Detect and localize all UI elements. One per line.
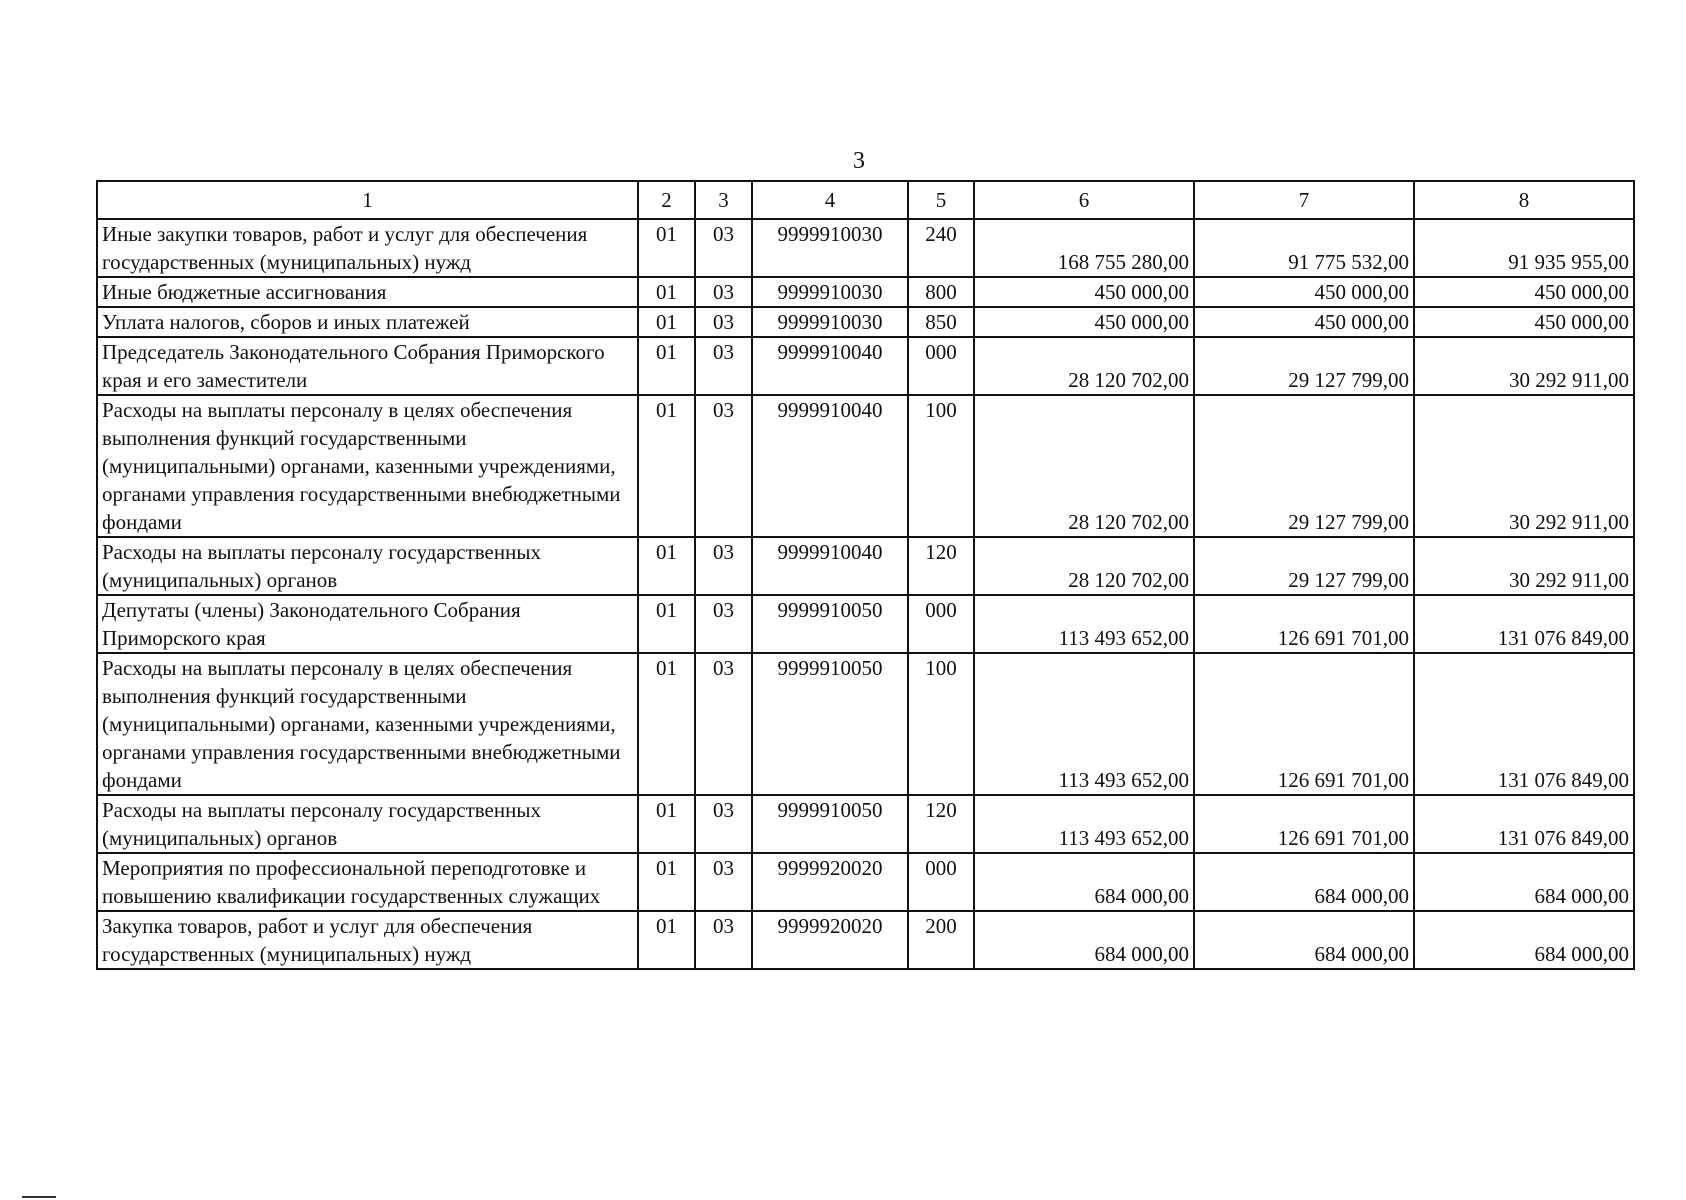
header-cell-1: 1 [97,181,638,219]
section-code-cell: 01 [638,911,695,969]
subsection-code-cell: 03 [695,911,752,969]
expense-type-cell: 000 [908,595,974,653]
amount-col8-cell: 450 000,00 [1414,307,1634,337]
section-code-cell: 01 [638,337,695,395]
amount-col7-cell: 126 691 701,00 [1194,595,1414,653]
amount-col6-cell: 168 755 280,00 [974,219,1194,277]
amount-col6-cell: 113 493 652,00 [974,595,1194,653]
scan-edge-mark [22,1196,56,1198]
expense-name-cell: Расходы на выплаты персоналу в целях обеспечения выполнения функций государственными (муниципальными) органами, казенными учреждениями, органами управления государственными внебюджетными фондами [97,653,638,795]
header-cell-4: 4 [752,181,908,219]
amount-col8-cell: 684 000,00 [1414,853,1634,911]
amount-col6-cell: 450 000,00 [974,277,1194,307]
header-cell-7: 7 [1194,181,1414,219]
table-row [97,337,1634,395]
table-row [97,595,1634,653]
expense-name-cell: Председатель Законодательного Собрания Приморского края и его заместители [97,337,638,395]
amount-col7-cell: 29 127 799,00 [1194,537,1414,595]
target-article-cell: 9999910040 [752,395,908,537]
header-cell-5: 5 [908,181,974,219]
expense-name-cell: Иные бюджетные ассигнования [97,277,638,307]
target-article-cell: 9999910030 [752,219,908,277]
amount-col8-cell: 450 000,00 [1414,277,1634,307]
target-article-cell: 9999920020 [752,853,908,911]
target-article-cell: 9999920020 [752,911,908,969]
target-article-cell: 9999910030 [752,277,908,307]
subsection-code-cell: 03 [695,307,752,337]
amount-col7-cell: 126 691 701,00 [1194,653,1414,795]
expense-name-cell: Депутаты (члены) Законодательного Собрания Приморского края [97,595,638,653]
amount-col7-cell: 126 691 701,00 [1194,795,1414,853]
amount-col7-cell: 684 000,00 [1194,853,1414,911]
amount-col8-cell: 131 076 849,00 [1414,595,1634,653]
amount-col7-cell: 450 000,00 [1194,307,1414,337]
subsection-code-cell: 03 [695,595,752,653]
amount-col8-cell: 30 292 911,00 [1414,395,1634,537]
target-article-cell: 9999910040 [752,537,908,595]
expense-type-cell: 240 [908,219,974,277]
subsection-code-cell: 03 [695,337,752,395]
table-row [97,537,1634,595]
amount-col6-cell: 28 120 702,00 [974,395,1194,537]
amount-col7-cell: 450 000,00 [1194,277,1414,307]
amount-col8-cell: 131 076 849,00 [1414,653,1634,795]
amount-col8-cell: 91 935 955,00 [1414,219,1634,277]
table-row [97,911,1634,969]
subsection-code-cell: 03 [695,795,752,853]
expense-type-cell: 000 [908,853,974,911]
amount-col8-cell: 684 000,00 [1414,911,1634,969]
subsection-code-cell: 03 [695,853,752,911]
expense-name-cell: Расходы на выплаты персоналу государственных (муниципальных) органов [97,537,638,595]
amount-col6-cell: 28 120 702,00 [974,537,1194,595]
header-row [97,181,1634,219]
target-article-cell: 9999910030 [752,307,908,337]
section-code-cell: 01 [638,277,695,307]
subsection-code-cell: 03 [695,219,752,277]
amount-col6-cell: 684 000,00 [974,911,1194,969]
target-article-cell: 9999910050 [752,653,908,795]
expense-type-cell: 100 [908,395,974,537]
header-cell-6: 6 [974,181,1194,219]
section-code-cell: 01 [638,595,695,653]
table-row [97,795,1634,853]
expense-type-cell: 120 [908,795,974,853]
section-code-cell: 01 [638,853,695,911]
expense-name-cell: Мероприятия по профессиональной переподготовке и повышению квалификации государственных служащих [97,853,638,911]
amount-col6-cell: 113 493 652,00 [974,653,1194,795]
amount-col6-cell: 684 000,00 [974,853,1194,911]
table-row [97,219,1634,277]
amount-col7-cell: 684 000,00 [1194,911,1414,969]
expense-type-cell: 120 [908,537,974,595]
subsection-code-cell: 03 [695,653,752,795]
expense-name-cell: Закупка товаров, работ и услуг для обеспечения государственных (муниципальных) нужд [97,911,638,969]
header-cell-3: 3 [695,181,752,219]
table-row [97,653,1634,795]
header-cell-8: 8 [1414,181,1634,219]
expense-name-cell: Расходы на выплаты персоналу государственных (муниципальных) органов [97,795,638,853]
table-row [97,853,1634,911]
amount-col8-cell: 30 292 911,00 [1414,537,1634,595]
target-article-cell: 9999910040 [752,337,908,395]
table-row [97,277,1634,307]
expense-name-cell: Уплата налогов, сборов и иных платежей [97,307,638,337]
amount-col8-cell: 30 292 911,00 [1414,337,1634,395]
expense-type-cell: 100 [908,653,974,795]
table-row [97,395,1634,537]
table-row [97,307,1634,337]
amount-col6-cell: 450 000,00 [974,307,1194,337]
section-code-cell: 01 [638,795,695,853]
amount-col6-cell: 113 493 652,00 [974,795,1194,853]
expense-name-cell: Иные закупки товаров, работ и услуг для обеспечения государственных (муниципальных) нужд [97,219,638,277]
target-article-cell: 9999910050 [752,595,908,653]
expense-type-cell: 800 [908,277,974,307]
section-code-cell: 01 [638,537,695,595]
expense-type-cell: 850 [908,307,974,337]
page-number: 3 [853,148,865,174]
section-code-cell: 01 [638,395,695,537]
expense-name-cell: Расходы на выплаты персоналу в целях обеспечения выполнения функций государственными (муниципальными) органами, казенными учреждениями, органами управления государственными внебюджетными фондами [97,395,638,537]
expense-type-cell: 000 [908,337,974,395]
amount-col6-cell: 28 120 702,00 [974,337,1194,395]
header-cell-2: 2 [638,181,695,219]
subsection-code-cell: 03 [695,277,752,307]
amount-col7-cell: 29 127 799,00 [1194,395,1414,537]
budget-table [96,180,1635,970]
amount-col7-cell: 91 775 532,00 [1194,219,1414,277]
subsection-code-cell: 03 [695,537,752,595]
amount-col8-cell: 131 076 849,00 [1414,795,1634,853]
section-code-cell: 01 [638,219,695,277]
subsection-code-cell: 03 [695,395,752,537]
target-article-cell: 9999910050 [752,795,908,853]
section-code-cell: 01 [638,653,695,795]
section-code-cell: 01 [638,307,695,337]
expense-type-cell: 200 [908,911,974,969]
amount-col7-cell: 29 127 799,00 [1194,337,1414,395]
